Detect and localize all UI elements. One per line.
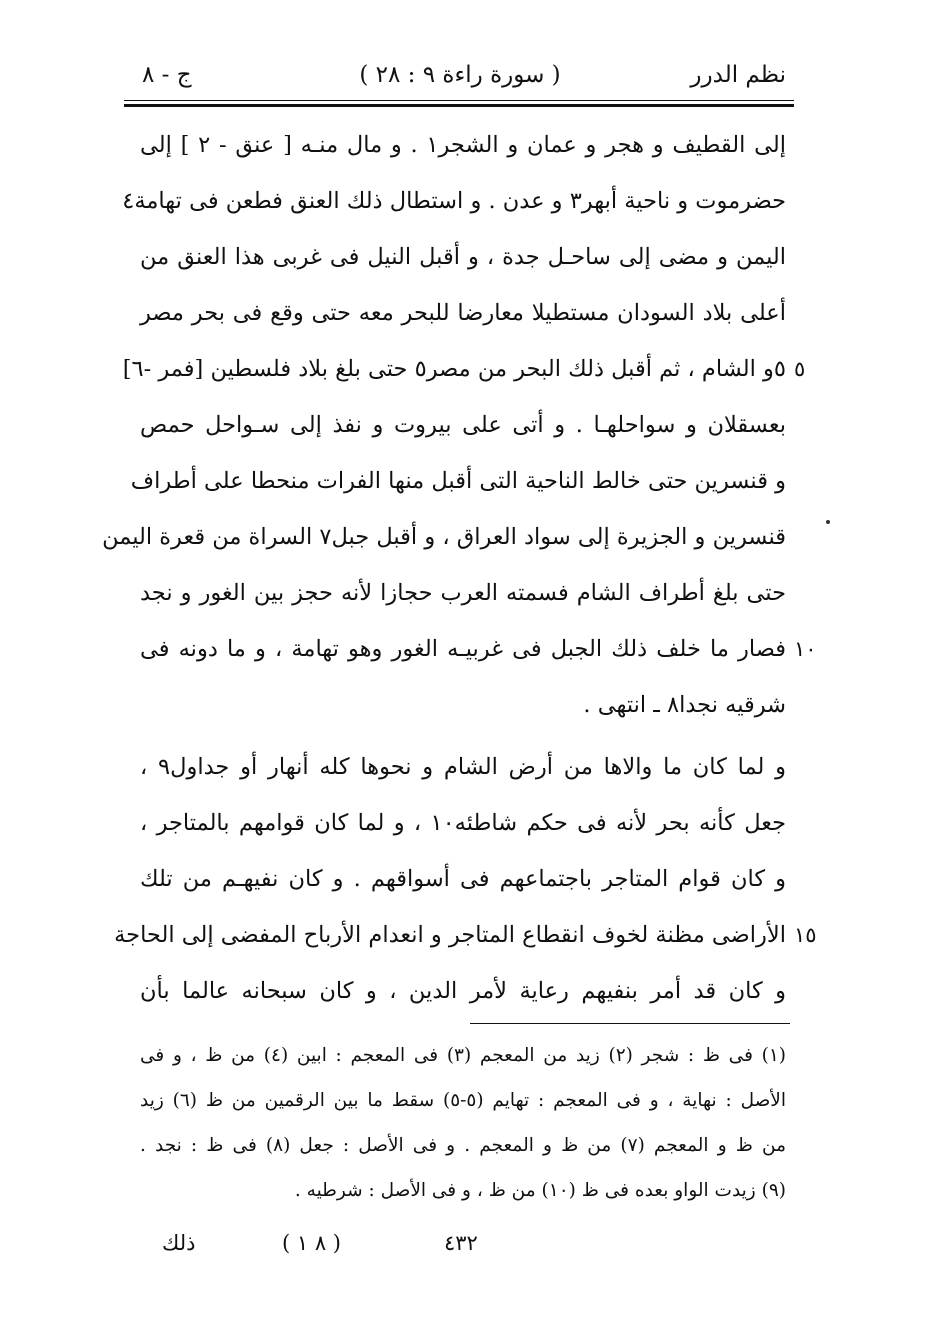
footnote-rule xyxy=(470,1023,790,1024)
footnote-line: (١) فى ظ : شجر (٢) زيد من المعجم (٣) فى المعجم : ابين (٤) من ظ ، و فى xyxy=(140,1045,787,1066)
margin-dot xyxy=(826,520,830,524)
text-line: جعل كأنه بحر لأنه فى حكم شاطئه١٠ ، و لما كان قوامهم بالمتاجر ، xyxy=(140,810,786,836)
surah-reference: ( سورة راءة ٩ : ٢٨ ) xyxy=(359,62,561,88)
text-line: فصار ما خلف ذلك الجبل فى غربيـه الغور وهو تهامة ، و ما دونه فى xyxy=(140,636,786,662)
text-line: ٥و الشام ، ثم أقبل ذلك البحر من مصر٥ حتى بلغ بلاد فلسطين [فمر -٦] xyxy=(122,356,786,382)
line-number: ١٥ xyxy=(794,923,817,947)
text-line: إلى القطيف و هجر و عمان و الشجر١ . و مال منـه [ عنق - ٢ ] إلى xyxy=(140,132,786,158)
running-header xyxy=(128,56,792,96)
line-number: ١٠ xyxy=(794,637,817,661)
page-number: ٤٣٢ xyxy=(444,1231,478,1255)
text-line: و لما كان ما والاها من أرض الشام و نحوها كله أنهار أو جداول٩ ، xyxy=(140,754,786,780)
line-number: ٥ xyxy=(794,357,806,381)
text-line: و كان قد أمر بنفيهم رعاية لأمر الدين ، و كان سبحانه عالما بأن xyxy=(140,978,786,1004)
text-line: بعسقلان و سواحلهـا . و أتى على بيروت و نفذ إلى سـواحل حمص xyxy=(140,412,786,438)
text-line: قنسرين و الجزيرة إلى سواد العراق ، و أقبل جبل٧ السراة من قعرة اليمن xyxy=(102,524,786,550)
signature-mark: ( ٨ ١ ) xyxy=(282,1231,341,1255)
text-line: الأراضى مظنة لخوف انقطاع المتاجر و انعدام الأرباح المفضى إلى الحاجة xyxy=(114,922,786,948)
text-line: شرقيه نجدا٨ ـ انتهى . xyxy=(583,692,786,718)
part-number: ج - ٨ xyxy=(142,62,192,88)
book-title: نظم الدرر xyxy=(690,62,786,88)
text-line: اليمن و مضى إلى ساحـل جدة ، و أقبل النيل فى غربى هذا العنق من xyxy=(140,244,786,270)
footnote-line: من ظ و المعجم (٧) من ظ و المعجم . و فى الأصل : جعل (٨) فى ظ : نجد . xyxy=(140,1135,786,1156)
text-line: حضرموت و ناحية أبهر٣ و عدن . و استطال ذلك العنق فطعن فى تهامة٤ xyxy=(122,188,786,214)
header-rule-thick xyxy=(124,104,794,107)
text-line: أعلى بلاد السودان مستطيلا معارضا للبحر معه حتى وقع فى بحر مصر xyxy=(140,300,786,326)
text-line: و كان قوام المتاجر باجتماعهم فى أسواقهم . و كان نفيهـم من تلك xyxy=(140,866,786,892)
header-rule-thin xyxy=(124,100,794,101)
catchword: ذلك xyxy=(162,1231,196,1255)
text-line: و قنسرين حتى خالط الناحية التى أقبل منها الفرات منحطا على أطراف xyxy=(130,468,786,494)
text-line: حتى بلغ أطراف الشام فسمته العرب حجازا لأنه حجز بين الغور و نجد xyxy=(140,580,786,606)
footnote-line: (٩) زيدت الواو بعده فى ظ (١٠) من ظ ، و فى الأصل : شرطيه . xyxy=(294,1180,786,1201)
footnote-line: الأصل : نهاية ، و فى المعجم : تهايم (٥-٥) سقط ما بين الرقمين من ظ (٦) زيد xyxy=(140,1090,786,1111)
